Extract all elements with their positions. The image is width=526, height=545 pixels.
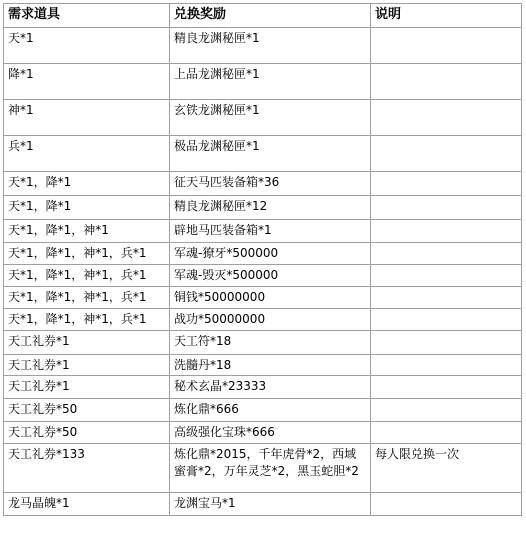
- header-required-items: 需求道具: [4, 4, 170, 28]
- table-row: [4, 196, 522, 220]
- reward-cell: 秘术玄晶*23333: [170, 376, 371, 399]
- required-items-cell: 兵*1: [4, 136, 170, 172]
- required-items-cell: 天*1，降*1，神*1，兵*1: [4, 287, 170, 309]
- required-items-cell: 天工礼券*50: [4, 399, 170, 422]
- reward-cell: 上品龙渊秘匣*1: [170, 64, 371, 100]
- table-row: [4, 64, 522, 100]
- note-cell: 每人限兑换一次: [371, 444, 522, 493]
- required-items-cell: 天工礼券*50: [4, 422, 170, 444]
- table-row: [4, 220, 522, 243]
- note-cell: [371, 331, 522, 355]
- header-rewards: 兑换奖励: [170, 4, 371, 28]
- reward-cell: 高级强化宝珠*666: [170, 422, 371, 444]
- note-cell: [371, 196, 522, 220]
- reward-cell: 玄铁龙渊秘匣*1: [170, 100, 371, 136]
- required-items-cell: 天*1，降*1，神*1: [4, 220, 170, 243]
- reward-cell: 辟地马匹装备箱*1: [170, 220, 371, 243]
- reward-cell: 铜钱*50000000: [170, 287, 371, 309]
- table-row: [4, 399, 522, 422]
- reward-cell: 军魂-毁灭*500000: [170, 265, 371, 287]
- reward-cell: 洗髓丹*18: [170, 355, 371, 376]
- reward-cell: 炼化鼎*666: [170, 399, 371, 422]
- note-cell: [371, 265, 522, 287]
- table-row: [4, 136, 522, 172]
- note-cell: [371, 376, 522, 399]
- required-items-cell: 天工礼券*1: [4, 376, 170, 399]
- table-row: [4, 444, 522, 493]
- note-cell: [371, 220, 522, 243]
- reward-cell: 天工符*18: [170, 331, 371, 355]
- required-items-cell: 天工礼券*1: [4, 331, 170, 355]
- required-items-cell: 天工礼券*1: [4, 355, 170, 376]
- table-row: [4, 331, 522, 355]
- note-cell: [371, 243, 522, 265]
- table-row: [4, 493, 522, 516]
- table-row: [4, 287, 522, 309]
- header-notes: 说明: [371, 4, 522, 28]
- reward-cell: 军魂-獠牙*500000: [170, 243, 371, 265]
- note-cell: [371, 309, 522, 331]
- note-cell: [371, 493, 522, 516]
- required-items-cell: 天*1，降*1，神*1，兵*1: [4, 243, 170, 265]
- note-cell: [371, 422, 522, 444]
- note-cell: [371, 136, 522, 172]
- table-row: [4, 265, 522, 287]
- required-items-cell: 天*1，降*1: [4, 196, 170, 220]
- required-items-cell: 天*1，降*1，神*1，兵*1: [4, 265, 170, 287]
- required-items-cell: 神*1: [4, 100, 170, 136]
- note-cell: [371, 64, 522, 100]
- table-row: [4, 309, 522, 331]
- exchange-table: [3, 3, 522, 516]
- table-row: [4, 376, 522, 399]
- table-row: [4, 28, 522, 64]
- table-row: [4, 355, 522, 376]
- required-items-cell: 天*1，降*1，神*1，兵*1: [4, 309, 170, 331]
- note-cell: [371, 28, 522, 64]
- table-row: [4, 422, 522, 444]
- reward-cell: 征天马匹装备箱*36: [170, 172, 371, 196]
- required-items-cell: 天*1，降*1: [4, 172, 170, 196]
- required-items-cell: 天工礼券*133: [4, 444, 170, 493]
- note-cell: [371, 355, 522, 376]
- reward-cell: 精良龙渊秘匣*1: [170, 28, 371, 64]
- note-cell: [371, 172, 522, 196]
- required-items-cell: 龙马晶魄*1: [4, 493, 170, 516]
- required-items-cell: 天*1: [4, 28, 170, 64]
- note-cell: [371, 399, 522, 422]
- note-cell: [371, 100, 522, 136]
- header-row: [4, 4, 522, 28]
- reward-cell: 龙渊宝马*1: [170, 493, 371, 516]
- required-items-cell: 降*1: [4, 64, 170, 100]
- reward-cell: 极品龙渊秘匣*1: [170, 136, 371, 172]
- table-row: [4, 172, 522, 196]
- reward-cell: 精良龙渊秘匣*12: [170, 196, 371, 220]
- reward-cell: 战功*50000000: [170, 309, 371, 331]
- table-row: [4, 100, 522, 136]
- table-row: [4, 243, 522, 265]
- note-cell: [371, 287, 522, 309]
- reward-cell: 炼化鼎*2015，千年虎骨*2，西域蜜膏*2，万年灵芝*2，黑玉蛇胆*2: [170, 444, 371, 493]
